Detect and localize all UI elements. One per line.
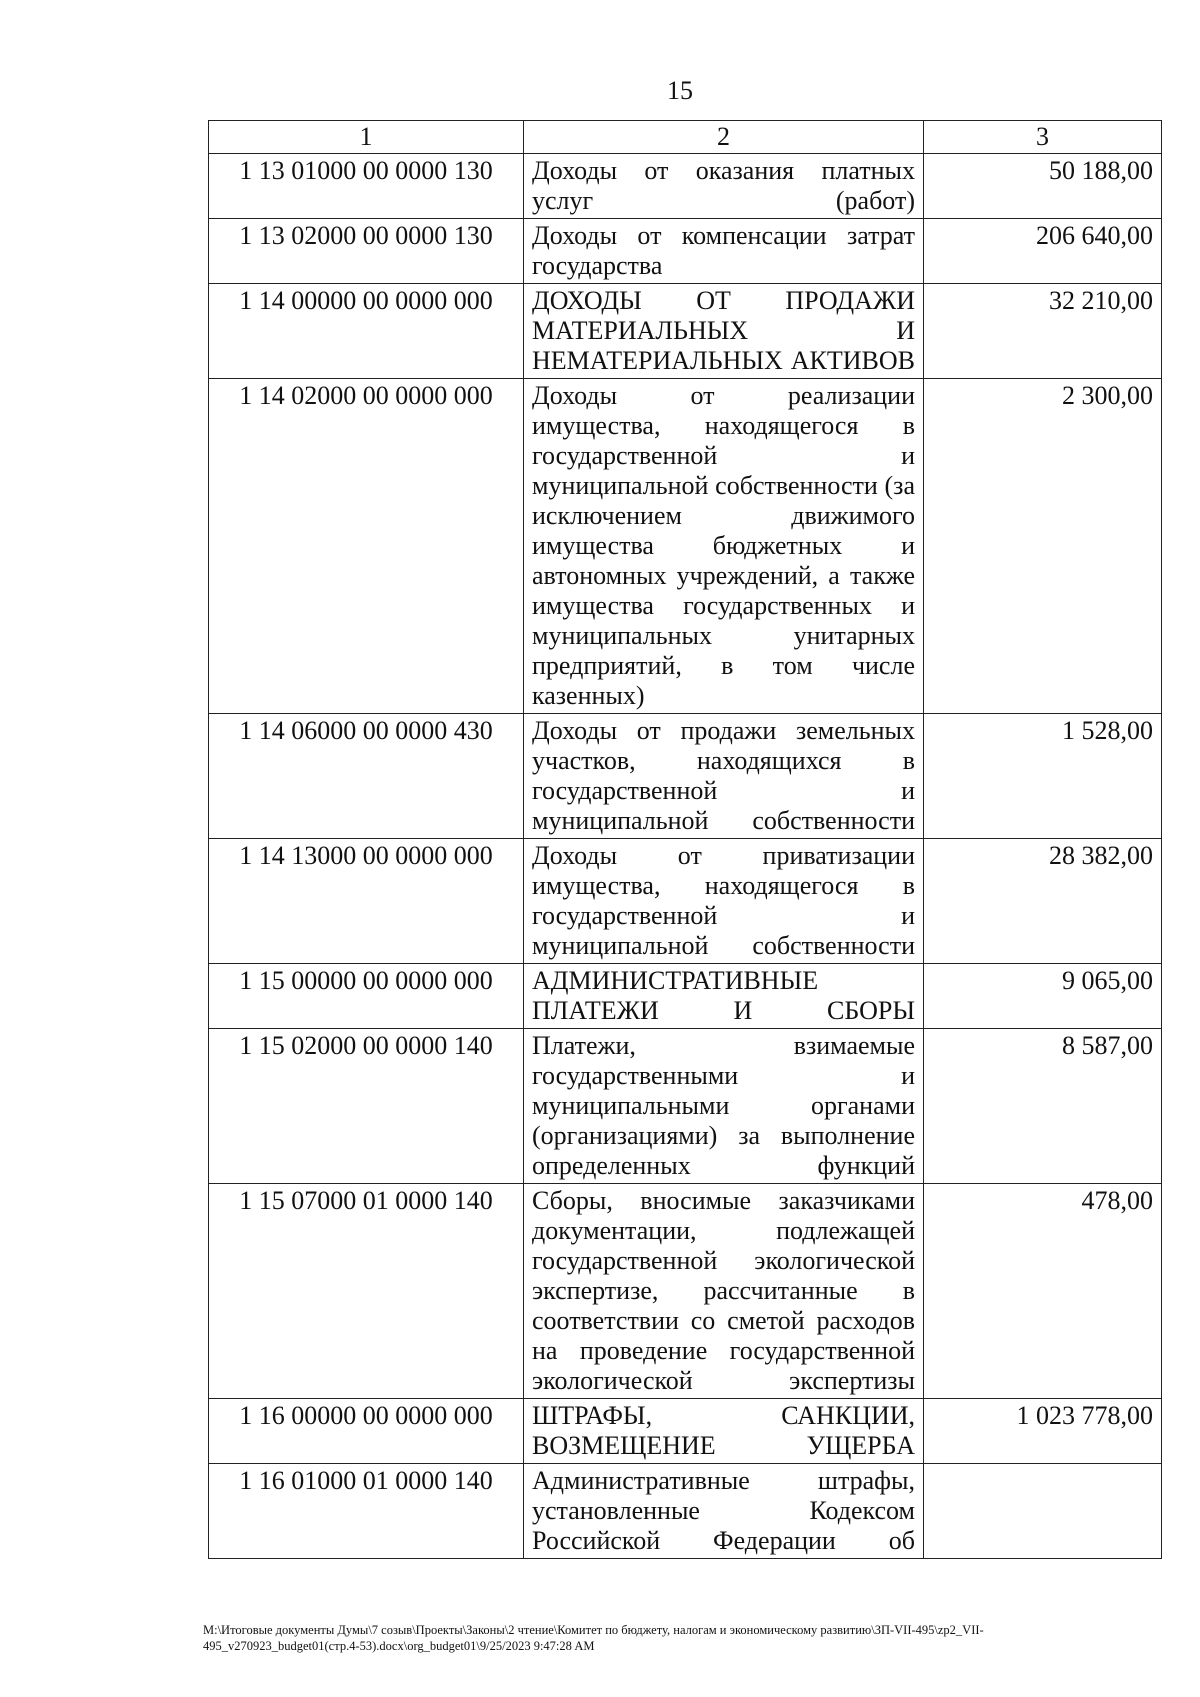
table-row — [209, 1184, 1162, 1399]
budget-code-cell: 1 13 02000 00 0000 130 — [209, 219, 524, 284]
budget-code-cell: 1 13 01000 00 0000 130 — [209, 154, 524, 219]
revenue-name-cell: Сборы, вносимые заказчиками документации, подлежащей государственной экологической экспертизе, рассчитанные в соответствии со сметой расходов на проведение государственной экологической экспертизы — [524, 1184, 924, 1399]
table-row — [209, 1399, 1162, 1464]
column-header-3: 3 — [924, 121, 1162, 154]
amount-cell: 9 065,00 — [924, 964, 1162, 1029]
budget-code-cell: 1 15 07000 01 0000 140 — [209, 1184, 524, 1399]
budget-code-cell: 1 16 01000 01 0000 140 — [209, 1464, 524, 1559]
budget-code-cell: 1 16 00000 00 0000 000 — [209, 1399, 524, 1464]
footer-path-line-2: 495_v270923_budget01(стр.4-53).docx\org_budget01\9/25/2023 9:47:28 AM — [203, 1639, 595, 1653]
amount-cell: 1 023 778,00 — [924, 1399, 1162, 1464]
amount-cell: 478,00 — [924, 1184, 1162, 1399]
revenue-name-cell: Доходы от продажи земельных участков, находящихся в государственной и муниципальной собственности — [524, 714, 924, 839]
revenue-name-cell: ШТРАФЫ, САНКЦИИ, ВОЗМЕЩЕНИЕ УЩЕРБА — [524, 1399, 924, 1464]
revenue-name-cell: Доходы от компенсации затрат государства — [524, 219, 924, 284]
table-row — [209, 714, 1162, 839]
budget-code-cell: 1 14 02000 00 0000 000 — [209, 379, 524, 714]
table-row — [209, 219, 1162, 284]
budget-code-cell: 1 15 00000 00 0000 000 — [209, 964, 524, 1029]
amount-cell: 28 382,00 — [924, 839, 1162, 964]
revenue-name-cell: ДОХОДЫ ОТ ПРОДАЖИ МАТЕРИАЛЬНЫХ И НЕМАТЕРИАЛЬНЫХ АКТИВОВ — [524, 284, 924, 379]
budget-code-cell: 1 14 00000 00 0000 000 — [209, 284, 524, 379]
column-header-2: 2 — [524, 121, 924, 154]
table-row — [209, 1464, 1162, 1559]
amount-cell: 32 210,00 — [924, 284, 1162, 379]
table-row — [209, 154, 1162, 219]
amount-cell: 1 528,00 — [924, 714, 1162, 839]
column-header-1: 1 — [209, 121, 524, 154]
table-header-row — [209, 121, 1162, 154]
amount-cell: 50 188,00 — [924, 154, 1162, 219]
budget-code-cell: 1 15 02000 00 0000 140 — [209, 1029, 524, 1184]
revenue-name-cell: АДМИНИСТРАТИВНЫЕ ПЛАТЕЖИ И СБОРЫ — [524, 964, 924, 1029]
footer-path-line-1: М:\Итоговые документы Думы\7 созыв\Проекты\Законы\2 чтение\Комитет по бюджету, налогам и экономическому развитию\ЗП-VII-495\zp2_VII- — [203, 1623, 984, 1637]
table-row — [209, 1029, 1162, 1184]
revenue-name-cell: Доходы от реализации имущества, находящегося в государственной и муниципальной собственности (за исключением движимого имущества бюджетных и автономных учреждений, а также имущества государственных и муниципальных унитарных предприятий, в том числе казенных) — [524, 379, 924, 714]
revenue-name-cell: Платежи, взимаемые государственными и муниципальными органами (организациями) за выполнение определенных функций — [524, 1029, 924, 1184]
amount-cell: 2 300,00 — [924, 379, 1162, 714]
amount-cell: 206 640,00 — [924, 219, 1162, 284]
page-number: 15 — [667, 76, 693, 105]
amount-cell — [924, 1464, 1162, 1559]
revenue-name-cell: Доходы от приватизации имущества, находящегося в государственной и муниципальной собственности — [524, 839, 924, 964]
table-row — [209, 839, 1162, 964]
budget-revenue-table — [208, 120, 1162, 1559]
table-row — [209, 379, 1162, 714]
amount-cell: 8 587,00 — [924, 1029, 1162, 1184]
table-row — [209, 964, 1162, 1029]
revenue-name-cell: Доходы от оказания платных услуг (работ) — [524, 154, 924, 219]
budget-code-cell: 1 14 13000 00 0000 000 — [209, 839, 524, 964]
table-row — [209, 284, 1162, 379]
budget-code-cell: 1 14 06000 00 0000 430 — [209, 714, 524, 839]
revenue-name-cell: Административные штрафы, установленные Кодексом Российской Федерации об — [524, 1464, 924, 1559]
document-path-footer — [203, 1622, 1158, 1654]
